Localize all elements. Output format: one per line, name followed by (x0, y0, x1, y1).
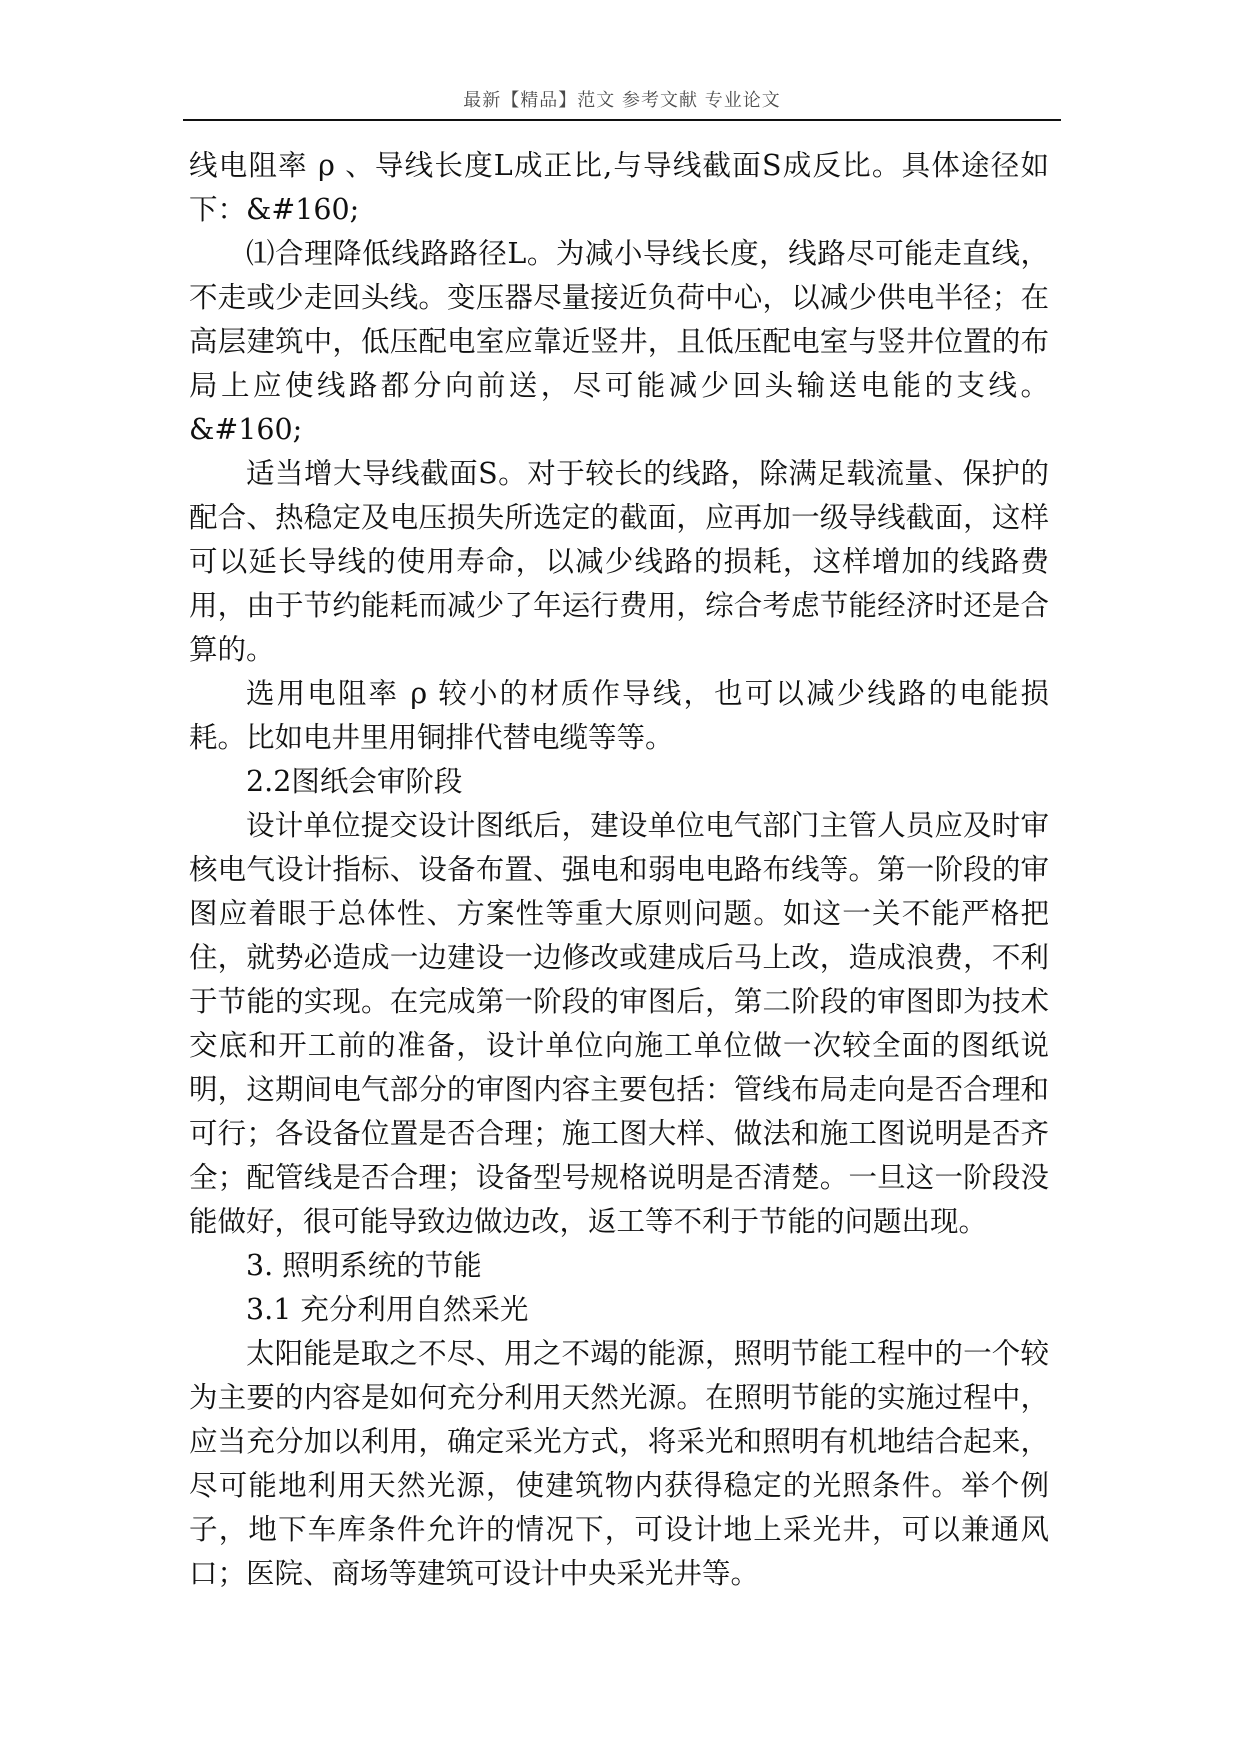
section-heading: 2.2图纸会审阶段 (246, 765, 463, 798)
paragraph: 选用电阻率 ρ 较小的材质作导线，也可以减少线路的电能损耗。比如电井里用铜排代替电缆等等。 (189, 677, 1049, 754)
section-heading: 3.1 充分利用自然采光 (246, 1293, 529, 1326)
paragraph: 适当增大导线截面S。对于较长的线路，除满足载流量、保护的配合、热稳定及电压损失所选定的截面，应再加一级导线截面，这样可以延长导线的使用寿命，以减少线路的损耗，这样增加的线路费用，由于节约能耗而减少了年运行费用，综合考虑节能经济时还是合算的。 (189, 457, 1049, 666)
page-header: 最新【精品】范文 参考文献 专业论文 (183, 83, 1061, 121)
paragraph: ⑴合理降低线路路径L。为减小导线长度，线路尽可能走直线，不走或少走回头线。变压器尽量接近负荷中心，以减少供电半径；在高层建筑中，低压配电室应靠近竖井，且低压配电室与竖井位置的布局上应使线路都分向前送，尽可能减少回头输送电能的支线。&#160; (189, 237, 1049, 446)
paragraph: 设计单位提交设计图纸后，建设单位电气部门主管人员应及时审核电气设计指标、设备布置、强电和弱电电路布线等。第一阶段的审图应着眼于总体性、方案性等重大原则问题。如这一关不能严格把住，就势必造成一边建设一边修改或建成后马上改，造成浪费，不利于节能的实现。在完成第一阶段的审图后，第二阶段的审图即为技术交底和开工前的准备，设计单位向施工单位做一次较全面的图纸说明，这期间电气部分的审图内容主要包括：管线布局走向是否合理和可行；各设备位置是否合理；施工图大样、做法和施工图说明是否齐全；配管线是否合理；设备型号规格说明是否清楚。一旦这一阶段没能做好，很可能导致边做边改，返工等不利于节能的问题出现。 (189, 809, 1049, 1238)
document-body (189, 144, 1049, 1596)
paragraph: 太阳能是取之不尽、用之不竭的能源，照明节能工程中的一个较为主要的内容是如何充分利用天然光源。在照明节能的实施过程中，应当充分加以利用，确定采光方式，将采光和照明有机地结合起来，尽可能地利用天然光源，使建筑物内获得稳定的光照条件。举个例子，地下车库条件允许的情况下，可设计地上采光井，可以兼通风口；医院、商场等建筑可设计中央采光井等。 (189, 1337, 1049, 1590)
paragraph: 线电阻率 ρ 、导线长度L成正比,与导线截面S成反比。具体途径如下：&#160; (189, 149, 1049, 226)
section-heading: 3. 照明系统的节能 (246, 1249, 482, 1282)
